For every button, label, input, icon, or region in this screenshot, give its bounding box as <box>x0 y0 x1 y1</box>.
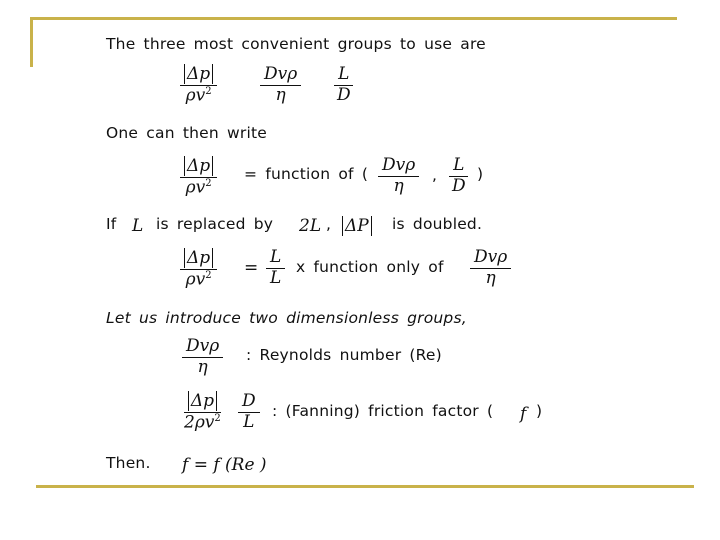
then-text: Then. <box>106 454 151 472</box>
intro-text: The three most convenient groups to use are <box>106 35 486 53</box>
reynolds-number-text: : Reynolds number (Re) <box>246 346 442 364</box>
accent-bar-left <box>30 17 33 67</box>
two-L-symbol: 2L <box>299 216 322 236</box>
close-paren-text: ) <box>477 165 484 183</box>
comma-text-2: , <box>326 215 332 233</box>
introduce-text: Let us introduce two dimensionless groups, <box>106 309 467 327</box>
group-reynolds-fraction: Dvρ η <box>260 66 301 105</box>
friction-factor-pressure-fraction: $\frac{\Delta p}{2\rho v^2}$ <box>184 391 221 433</box>
replaced-by-text: is replaced by <box>156 215 274 233</box>
if-text: If <box>106 215 117 233</box>
accent-bar-top <box>30 17 677 20</box>
accent-bar-bottom <box>36 485 694 488</box>
L-over-L-fraction: $\frac{L}{L}$ <box>266 249 285 288</box>
doubled-text: is doubled. <box>392 215 483 233</box>
fanning-close-text: ) <box>536 402 543 420</box>
pressure-fraction-2: $\frac{\Delta p}{\rho v^2}$ <box>180 158 217 197</box>
L-symbol: L <box>132 216 144 236</box>
pressure-fraction-3: $\frac{\Delta p}{\rho v^2}$ <box>180 250 217 289</box>
reynolds-fraction-2: Dvρ η <box>378 157 419 196</box>
f-equals-f-of-Re: f = f (Re ) <box>182 455 267 475</box>
length-ratio-fraction-2: $\frac{L}{D}$ <box>448 157 470 196</box>
f-symbol: f <box>520 404 527 424</box>
D-over-L-fraction: $\frac{D}{L}$ <box>238 393 260 432</box>
reynolds-fraction-3: Dvρ η <box>470 249 511 288</box>
equals-symbol: = <box>244 258 259 278</box>
function-only-of-text: x function only of <box>296 258 444 276</box>
fanning-text: : (Fanning) friction factor ( <box>272 402 494 420</box>
abs-dP-symbol: ΔP <box>342 216 372 236</box>
function-of-text: = function of ( <box>244 165 369 183</box>
group-pressure-fraction: $\frac{\Delta p}{\rho v^2}$ <box>180 66 217 105</box>
reynolds-fraction-4: Dvρ η <box>182 338 223 377</box>
group-length-ratio-fraction: $\frac{L}{D}$ <box>333 66 355 105</box>
comma-text: , <box>432 166 438 184</box>
write-text: One can then write <box>106 124 268 142</box>
